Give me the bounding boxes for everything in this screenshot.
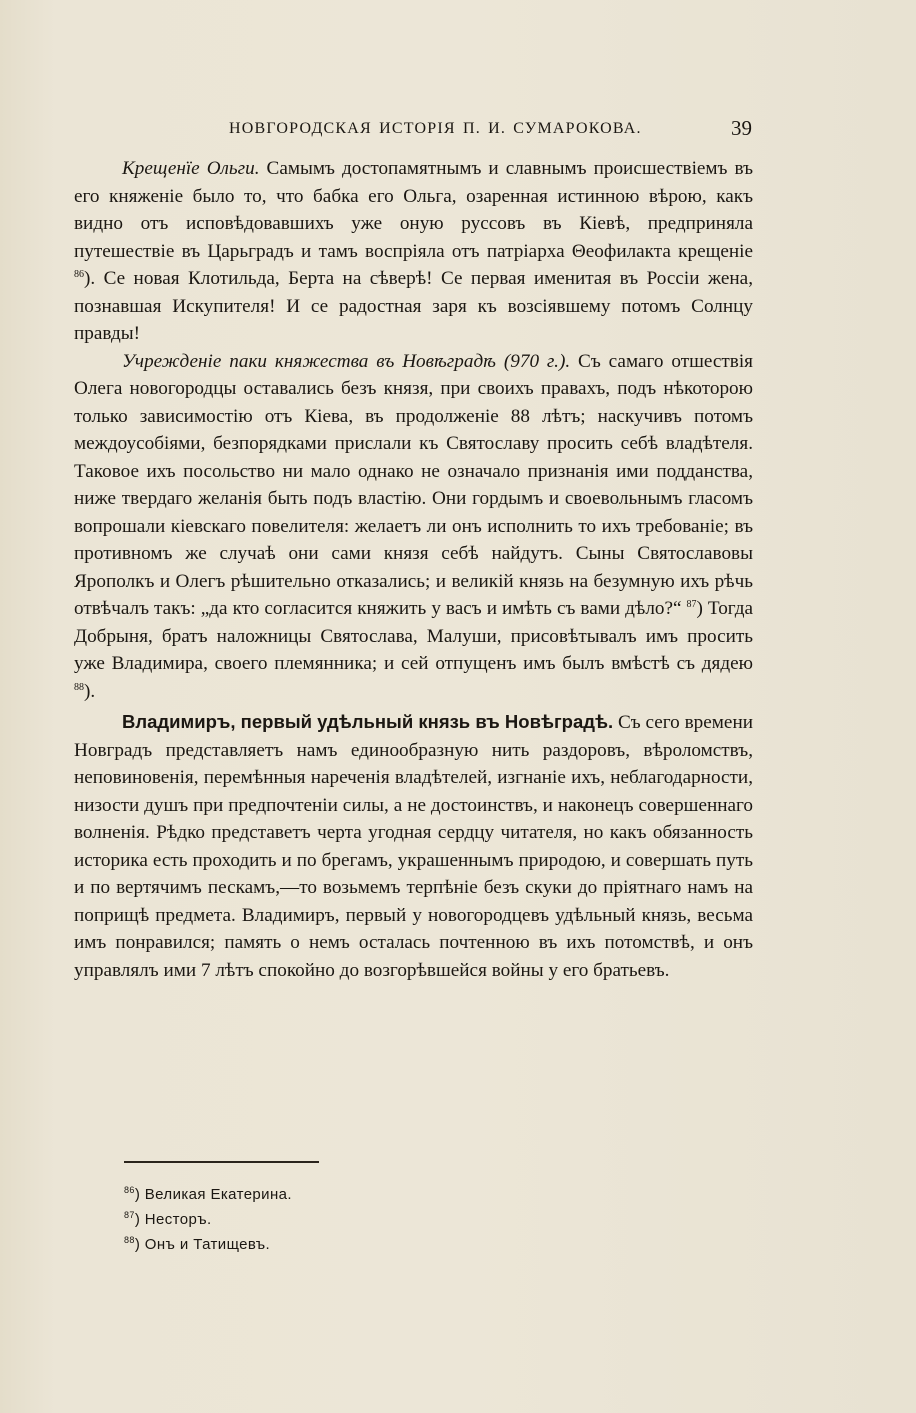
footnote-86 (124, 1182, 292, 1207)
footnote-text: ) Несторъ. (134, 1211, 212, 1228)
section-heading-vladimir: Владимиръ, первый удѣльный князь въ Новѣградѣ. (122, 711, 614, 732)
section-heading-principality: Учрежденіе паки княжества въ Новѣградѣ (970 г.). (122, 350, 571, 372)
running-header (74, 116, 754, 146)
main-text (74, 155, 753, 984)
footnote-ref-88: 88 (74, 681, 84, 693)
paragraph-vladimir (74, 708, 753, 984)
footnote-87 (124, 1207, 292, 1232)
footnotes (124, 1182, 292, 1257)
footnote-divider (124, 1161, 319, 1163)
paragraph-text: Съ самаго отшествія Олега новогородцы оставались безъ князя, при своихъ правахъ, подъ нѣкоторою только зависимостію отъ Кіева, въ продолженіе 88 лѣтъ; наскучивъ потомъ междоусобіями, безпорядками прислали къ Святославу просить себѣ владѣтеля. Таковое ихъ посольство ни мало однако не означало признанія ими подданства, ниже твердаго желанія быть подъ властію. Они гордымъ и своевольнымъ гласомъ вопрошали кіевскаго повелителя: желаетъ ли онъ исполнить то ихъ требованіе; въ противномъ же случаѣ они сами князя себѣ найдутъ. Сыны Святославовы Ярополкъ и Олегъ рѣшительно отказались; и великій князь на безумную ихъ рѣчь отвѣчалъ такъ: „да кто согласится княжить у васъ и имѣть съ вами дѣло?“ (74, 350, 753, 619)
page-number: 39 (731, 116, 752, 140)
footnote-text: ) Великая Екатерина. (134, 1186, 292, 1203)
footnote-mark: 87 (124, 1210, 135, 1220)
paragraph-text-end: ). (84, 680, 96, 702)
footnote-mark: 86 (124, 1185, 135, 1195)
paragraph-olga-baptism (74, 155, 753, 348)
paragraph-text: Самымъ достопамятнымъ и славнымъ происшествіемъ въ его княженіе было то, что бабка его Ольга, озаренная истинною вѣрою, какъ видно отъ исповѣдовавшихъ уже оную руссовъ въ Кіевѣ, предприняла путешествіе въ Царьградъ и тамъ воспріяла отъ патріарха Θеофилакта крещеніе (74, 158, 753, 262)
paragraph-text-tail: ) Тогда Добрыня, братъ наложницы Святослава, Малуши, присовѣтывалъ имъ просить уже Владимира, своего племянника; и сей отпущенъ имъ былъ вмѣстѣ съ дядею (74, 598, 753, 674)
footnote-ref-86: 86 (74, 269, 84, 280)
footnote-88 (124, 1232, 292, 1257)
footnote-mark: 88 (124, 1235, 135, 1245)
paragraph-novgorod-principality (74, 348, 753, 706)
footnote-text: ) Онъ и Татищевъ. (134, 1236, 271, 1253)
running-title: НОВГОРОДСКАЯ ИСТОРІЯ П. И. СУМАРОКОВА. (229, 120, 642, 137)
section-heading-olga: Крещенїе Ольги. (122, 158, 260, 179)
paragraph-text-tail: ). Се новая Клотильда, Берта на сѣверѣ! Се первая именитая въ Россіи жена, познавшая Искупителя! И се радостная заря къ возсіявшему потомъ Солнцу правды! (74, 268, 753, 344)
footnote-ref-87: 87 (686, 599, 697, 610)
paragraph-text: Съ сего времени Новградъ представляетъ намъ единообразную нить раздоровъ, вѣроломствъ, неповиновенія, перемѣнныя нареченія владѣтелей, изгнаніе ихъ, неблагодарности, низости душъ при предпочтеніи силы, а не достоинствъ, и наконецъ совершеннаго волненія. Рѣдко представетъ черта угодная сердцу читателя, но какъ обязанность историка есть проходить и по брегамъ, украшеннымъ природою, и совершать путь и по вертячимъ пескамъ,—то возьмемъ терпѣніе безъ скуки до пріятнаго намъ на поприщѣ предмета. Владимиръ, первый у новогородцевъ удѣльный князь, весьма имъ понравился; память о немъ осталась почтенною въ ихъ потомствѣ, и онъ управлялъ ими 7 лѣтъ спокойно до возгорѣвшейся войны у его братьевъ. (74, 712, 753, 981)
